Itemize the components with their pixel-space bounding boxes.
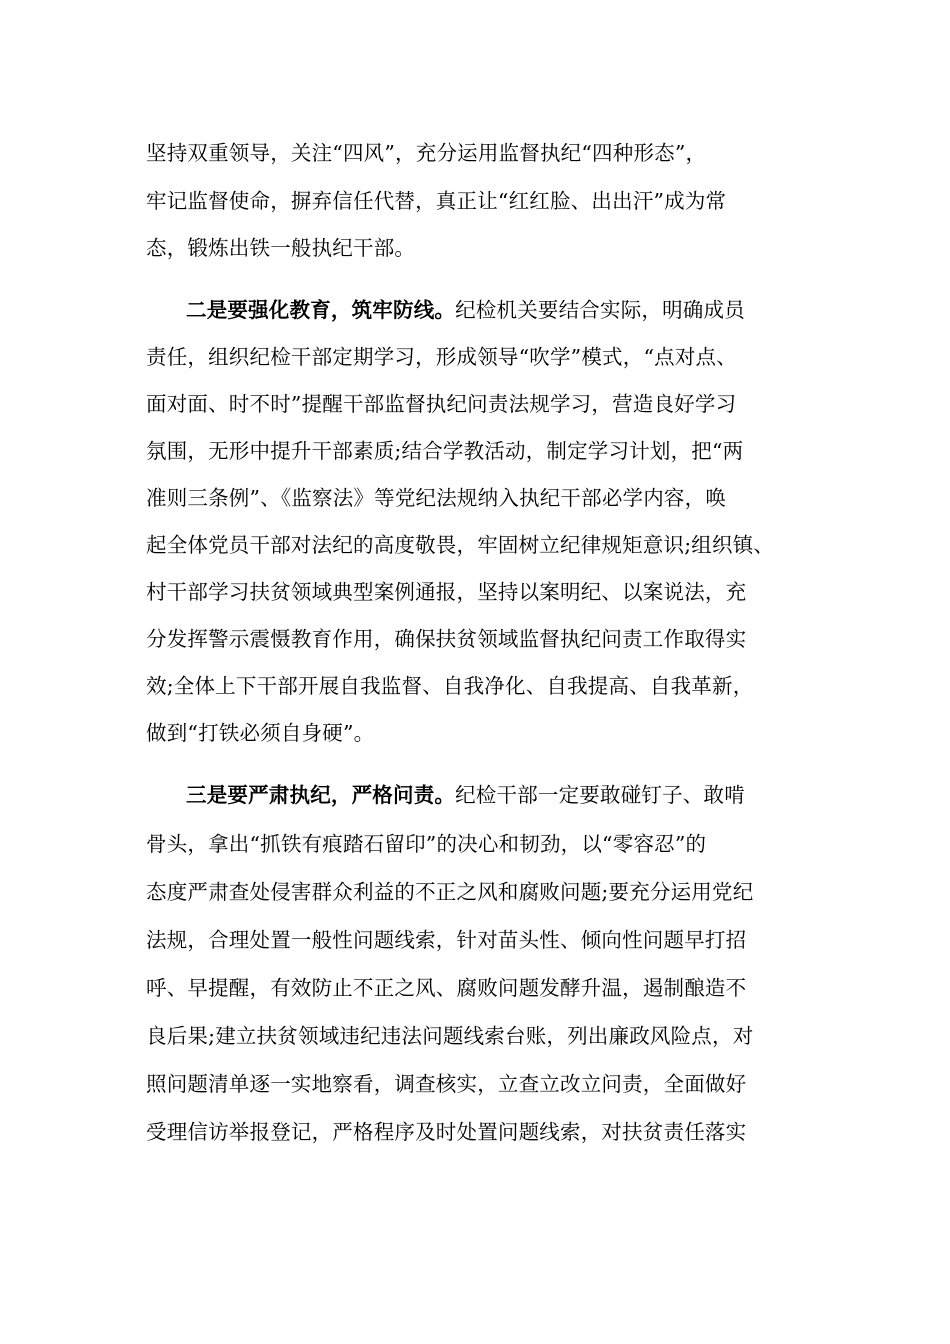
paragraph-heading: 二是要强化教育，筑牢防线。 xyxy=(186,298,456,322)
text-line: 村干部学习扶贫领域典型案例通报，坚持以案明纪、以案说法，充 xyxy=(146,580,747,604)
text-line: 态度严肃查处侵害群众利益的不正之风和腐败问题;要充分运用党纪 xyxy=(146,880,754,904)
paragraph-heading-line: 二是要强化教育，筑牢防线。纪检机关要结合实际，明确成员 xyxy=(186,298,745,322)
text-line: 牢记监督使命，摒弃信任代替，真正让“红红脸、出出汗”成为常 xyxy=(146,189,727,213)
text-line: 骨头，拿出“抓铁有痕踏石留印”的决心和韧劲，以“零容忍”的 xyxy=(146,832,707,856)
text-line: 呼、早提醒，有效防止不正之风、腐败问题发酵升温，遏制酿造不 xyxy=(146,976,747,1000)
paragraph-heading: 三是要严肃执纪，严格问责。 xyxy=(186,783,456,807)
text-line: 良后果;建立扶贫领域违纪违法问题线索台账，列出廉政风险点，对 xyxy=(146,1024,754,1048)
text-line: 态，锻炼出铁一般执纪干部。 xyxy=(146,236,416,260)
paragraph-heading-line: 三是要严肃执纪，严格问责。纪检干部一定要敢碰钉子、敢啃 xyxy=(186,783,745,807)
text-line: 准则三条例”、《监察法》等党纪法规纳入执纪干部必学内容，唤 xyxy=(146,486,727,510)
text-line: 坚持双重领导，关注“四风”，充分运用监督执纪“四种形态”， xyxy=(146,141,707,165)
text-line: 法规，合理处置一般性问题线索，针对苗头性、倾向性问题早打招 xyxy=(146,928,747,952)
text-line: 责任，组织纪检干部定期学习，形成领导“吹学”模式，“点对点、 xyxy=(146,345,737,369)
text-line: 氛围，无形中提升干部素质;结合学教活动，制定学习计划，把“两 xyxy=(146,439,744,463)
text-line: 面对面、时不时”提醒干部监督执纪问责法规学习，营造良好学习 xyxy=(146,392,737,416)
text-line: 照问题清单逐一实地察看，调查核实，立查立改立问责，全面做好 xyxy=(146,1072,747,1096)
text-line: 做到“打铁必须自身硬”。 xyxy=(146,721,375,745)
text-line: 起全体党员干部对法纪的高度敬畏，牢固树立纪律规矩意识;组织镇、 xyxy=(146,533,775,557)
text-line: 分发挥警示震慑教育作用，确保扶贫领域监督执纪问责工作取得实 xyxy=(146,627,747,651)
text-line: 受理信访举报登记，严格程序及时处置问题线索，对扶贫责任落实 xyxy=(146,1120,747,1144)
text-line: 效;全体上下干部开展自我监督、自我净化、自我提高、自我革新， xyxy=(146,674,754,698)
